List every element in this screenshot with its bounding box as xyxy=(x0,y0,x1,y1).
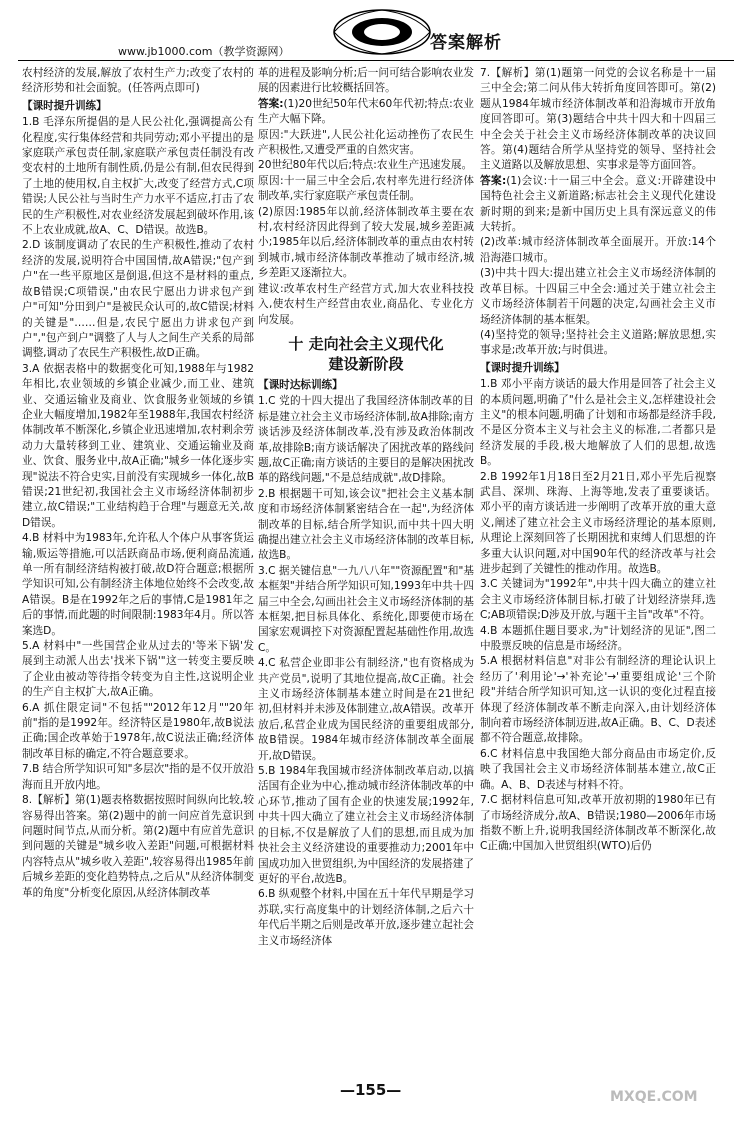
answer-item: 4.B 材料中为1983年,允许私人个体户从事客货运输,贩运等措施,可以活跃商品市场,便利商品流通,单一所有制经济结构被打破,故D符合题意;根据所学知识可知,公有制经济主体地位始终不会改变,故A错误。B是在1992年之后的事情,C是1981年之后的事情,而此题的时间限制:1983年4月。所以答案选D。 xyxy=(22,532,254,637)
answer-text: 原因:"大跃进",人民公社化运动挫伤了农民生产积极性,又遭受严重的自然灾害。 xyxy=(258,128,474,157)
answer-label: 答案: xyxy=(258,97,284,110)
answer-text: (4)坚持党的领导;坚持社会主义道路;解放思想,实事求是;改革开放;与时俱进。 xyxy=(480,328,716,357)
answer-item: 8.【解析】第(1)题表格数据按照时间纵向比较,较容易得出答案。第(2)题中的前一问应首先意识到问题时间节点,从而分析。第(2)题中有应首先意识到问题的关键是"城乡收入差距"问题,可根据材料内容特点从"城乡收入差距",较容易得出1985年前后城乡差距的变化趋势特点,之后从"从经济体制变革的角度"分析变化原因,从经济体制改革 xyxy=(22,794,254,899)
publisher-logo-icon xyxy=(330,4,434,60)
answer-text: (1)会议:十一届三中全会。意义:开辟建设中国特色社会主义新道路;标志社会主义现代化建设新时期的到来;是新中国历史上具有深远意义的伟大转折。 xyxy=(480,174,716,234)
answer-text: (2)原因:1985年以前,经济体制改革主要在农村,农村经济因此得到了较大发展,城乡差距减小;1985年以后,经济体制改革的重点由农村转到城市,城市经济体制改革推动了城市经济,城乡差距又逐渐拉大。 xyxy=(258,205,474,280)
answer-label: 答案: xyxy=(480,174,507,187)
page-number: —155— xyxy=(340,1081,402,1099)
column-left xyxy=(22,66,254,901)
watermark: MXQE.COM xyxy=(610,1089,698,1105)
answer-item: 2.B 1992年1月18日至2月21日,邓小平先后视察武昌、深圳、珠海、上海等地,发表了重要谈话。邓小平的南方谈话进一步阐明了改革开放的重大意义,阐述了建立社会主义市场经济理论的基本原则,从理论上深刻回答了长期困扰和束缚人们思想的许多重大认识问题,对中国90年代的经济改革与社会进步起到了关键性的推动作用。故选B。 xyxy=(480,470,716,575)
header-divider xyxy=(18,60,734,61)
answer-item: 7.B 结合所学知识可知"多层次"指的是不仅开放沿海而且开放内地。 xyxy=(22,763,254,791)
answer-item: 4.C 私营企业即非公有制经济,"也有资格成为共产党员",说明了其地位提高,故C正确。社会主义市场经济体制基本建立时间是在21世纪初,但材料并未涉及体制建立,故A错误。改革开放后,私营企业成为国民经济的重要组成部分,故B错误。1984年城市经济体制改革全面展开,故D错误。 xyxy=(258,657,474,762)
answer-text: (1)20世纪50年代末60年代初;特点:农业生产大幅下降。 xyxy=(258,97,474,126)
section-heading: 【课时提升训练】 xyxy=(480,361,565,374)
answer-item: 6.B 纵观整个材料,中国在五十年代早期是学习苏联,实行高度集中的计划经济体制,之后六十年代后半期之后则是改革开放,逐步建立起社会主义市场经济体 xyxy=(258,888,474,947)
answer-item: 2.B 根据题干可知,该会议"把社会主义基本制度和市场经济体制紧密结合在一起",为经济体制改革的目标,结合所学知识,而中共十四大明确提出建立社会主义市场经济体制的改革目标,故选B。 xyxy=(258,487,474,562)
site-url: www.jb1000.com（教学资源网） xyxy=(118,45,290,58)
paragraph: 7.【解析】第(1)题第一问党的会议名称是十一届三中全会;第二问从伟大转折角度回答即可。第(2)题从1984年城市经济体制改革和沿海城市开放角度回答即可。第(3)题结合中共十四大和十四届三中全会关于社会主义市场经济体制改革的决议回答。第(4)题结合所学从坚持党的领导、坚持社会主义道路以及解放思想、实事求是等方面回答。 xyxy=(480,67,716,172)
answer-item: 5.A 材料中"一些国营企业从过去的'等米下锅'发展到主动派人出去'找米下锅'"这一转变主要反映了企业由被动等待指令转变为自主性,这说明企业的生产自主权扩大,故A正确。 xyxy=(22,640,254,699)
answer-item: 3.C 据关键信息"一九八八年""资源配置"和"基本框架"并结合所学知识可知,1993年中共十四届三中全会,勾画出社会主义市场经济体制的基本框架,把目标具体化、系统化,即要使市场在国家宏观调控下对资源配置起基础性作用,故选C。 xyxy=(258,564,474,654)
answer-text: (3)中共十四大:提出建立社会主义市场经济体制的改革目标。十四届三中全会:通过关于建立社会主义市场经济体制若干问题的决定,勾画社会主义市场经济体制的基本框架。 xyxy=(480,267,716,326)
answer-text: 20世纪80年代以后;特点:农业生产迅速发展。 xyxy=(258,159,473,172)
answer-text: (2)改革:城市经济体制改革全面展开。开放:14个沿海港口城市。 xyxy=(480,236,716,264)
answer-item: 3.A 依据表格中的数据变化可知,1988年与1982年相比,农业领域的乡镇企业减少,而工业、建筑业、交通运输业及商业、饮食服务业领域的乡镇企业大幅度增加,1982年至1988年,我国农村经济体制改革不断深化,乡镇企业迅速增加,农村剩余劳动力大量转移到工业、建筑业、交通运输业及商业、饮食、服务业中,故A正确;"城乡一体化逐步实现"说法不符合史实,目前没有实现城乡一体化,故B错误;21世纪初,我国社会主义市场经济体制初步建立,故C错误;"工业结构趋于合理"与题意无关,故D错误。 xyxy=(22,362,254,529)
answer-item: 1.B 毛泽东所提倡的是人民公社化,强调提高公有化程度,实行集体经营和共同劳动;邓小平提出的是家庭联产承包责任制,家庭联产承包责任制没有改变农村的土地所有制性质,仍是公有制,但农民得到了土地的使用权,自主权扩大,改变了经营方式,C项错误;人民公社与当时生产力水平不适应,打击了农民的生产积极性,对农业经济发展起到破坏作用,该不上农业成就,故A、C、D错误。故选B。 xyxy=(22,116,254,237)
section-heading: 【课时达标训练】 xyxy=(258,378,343,391)
answer-item: 3.C 关键词为"1992年",中共十四大确立的建立社会主义市场经济体制目标,打破了计划经济崇拜,选C;AB项错误;D涉及开放,与题干主旨"改革"不符。 xyxy=(480,578,716,622)
answer-item: 5.B 1984年我国城市经济体制改革启动,以搞活国有企业为中心,推动城市经济体制改革的中心环节,推动了国有企业的快速发展;1992年,中共十四大确立了建立社会主义市场经济体制的目标,不仅是解放了人们的思想,而且成为加快社会主义经济建设的重要推动力;2001年中国成功加入世贸组织,为中国经济的发展搭建了更好的平台,故选B。 xyxy=(258,765,474,885)
answer-item: 6.C 材料信息中我国绝大部分商品由市场定价,反映了我国社会主义市场经济体制基本建立,故C正确。A、B、D表述与材料不符。 xyxy=(480,747,716,791)
answer-item: 4.B 本题抓住题目要求,为"计划经济的见证",图二中股票反映的信息是市场经济。 xyxy=(480,624,716,653)
answer-item: 1.B 邓小平南方谈话的最大作用是回答了社会主义的本质问题,明确了"什么是社会主义,怎样建设社会主义"的根本问题,明确了计划和市场都是经济手段,不是区分资本主义与社会主义的标准,二者都只是经济发展的手段,极大地解放了人们的思想,故选B。 xyxy=(480,378,716,468)
intro-text: 农村经济的发展,解放了农村生产力;改变了农村的经济形势和社会面貌。(任答两点即可) xyxy=(22,67,254,95)
paragraph: 革的进程及影响分析;后一问可结合影响农业发展的因素进行比较概括回答。 xyxy=(258,67,474,95)
chapter-title: 十 走向社会主义现代化 建设新阶段 xyxy=(288,334,444,373)
page-title: 答案解析 xyxy=(430,33,502,53)
answer-item: 7.C 据材料信息可知,改革开放初期的1980年已有了市场经济成分,故A、B错误;1980—2006年市场指数不断上升,说明我国经济体制改革不断深化,故C正确;中国加入世贸组织(WTO)后仍 xyxy=(480,794,716,853)
answer-text: 原因:十一届三中全会后,农村率先进行经济体制改革,实行家庭联产承包责任制。 xyxy=(258,174,474,203)
answer-item: 5.A 根据材料信息"对非公有制经济的理论认识上经历了'利用论'→'补充论'→'重要组成论'三个阶段"并结合所学知识可知,这一认识的变化过程直接体现了经济体制改革不断走向深入,由计划经济体制向着市场经济体制迈进,故A正确。B、C、D表述都不符合题意,故排除。 xyxy=(480,655,716,745)
column-right xyxy=(480,66,716,855)
answer-text: 建议:改革农村生产经营方式,加大农业科技投入,使农村生产经营由农业,商品化、专业化方向发展。 xyxy=(258,282,474,326)
section-heading: 【课时提升训练】 xyxy=(22,99,107,112)
column-middle xyxy=(258,66,474,949)
answer-item: 1.C 党的十四大提出了我国经济体制改革的目标是建立社会主义市场经济体制,故A排除;南方谈话涉及经济体制改革,没有涉及政治体制改革,故排除B;南方谈话解决了困扰改革的路线问题,故C正确;南方谈话的主要目的是解决困扰改革的路线问题,"不是总结成就",故D排除。 xyxy=(258,395,474,485)
answer-item: 6.A 抓住限定词"不包括""2012年12月""20年前"指的是1992年。经济特区是1980年,故B说法正确;国企改革始于1978年,故C说法正确;经济体制改革目标的确定,不符合题意要求。 xyxy=(22,701,254,760)
page-header xyxy=(0,0,750,60)
answer-item: 2.D 该制度调动了农民的生产积极性,推动了农村经济的发展,说明符合中国国情,故A错误;"包产到户"在一些平原地区是倒退,但这不是材料的重点,故B错误;C项错误,"由农民宁愿出力讲求包产到户"可知"分田到户"是被民众认可的,故C错误;材料的关键是"……但是,农民宁愿出力讲求包产到户","包产到户"调整了人与人之间生产关系的局部调整,调动了农民生产积极性,故D正确。 xyxy=(22,239,254,360)
